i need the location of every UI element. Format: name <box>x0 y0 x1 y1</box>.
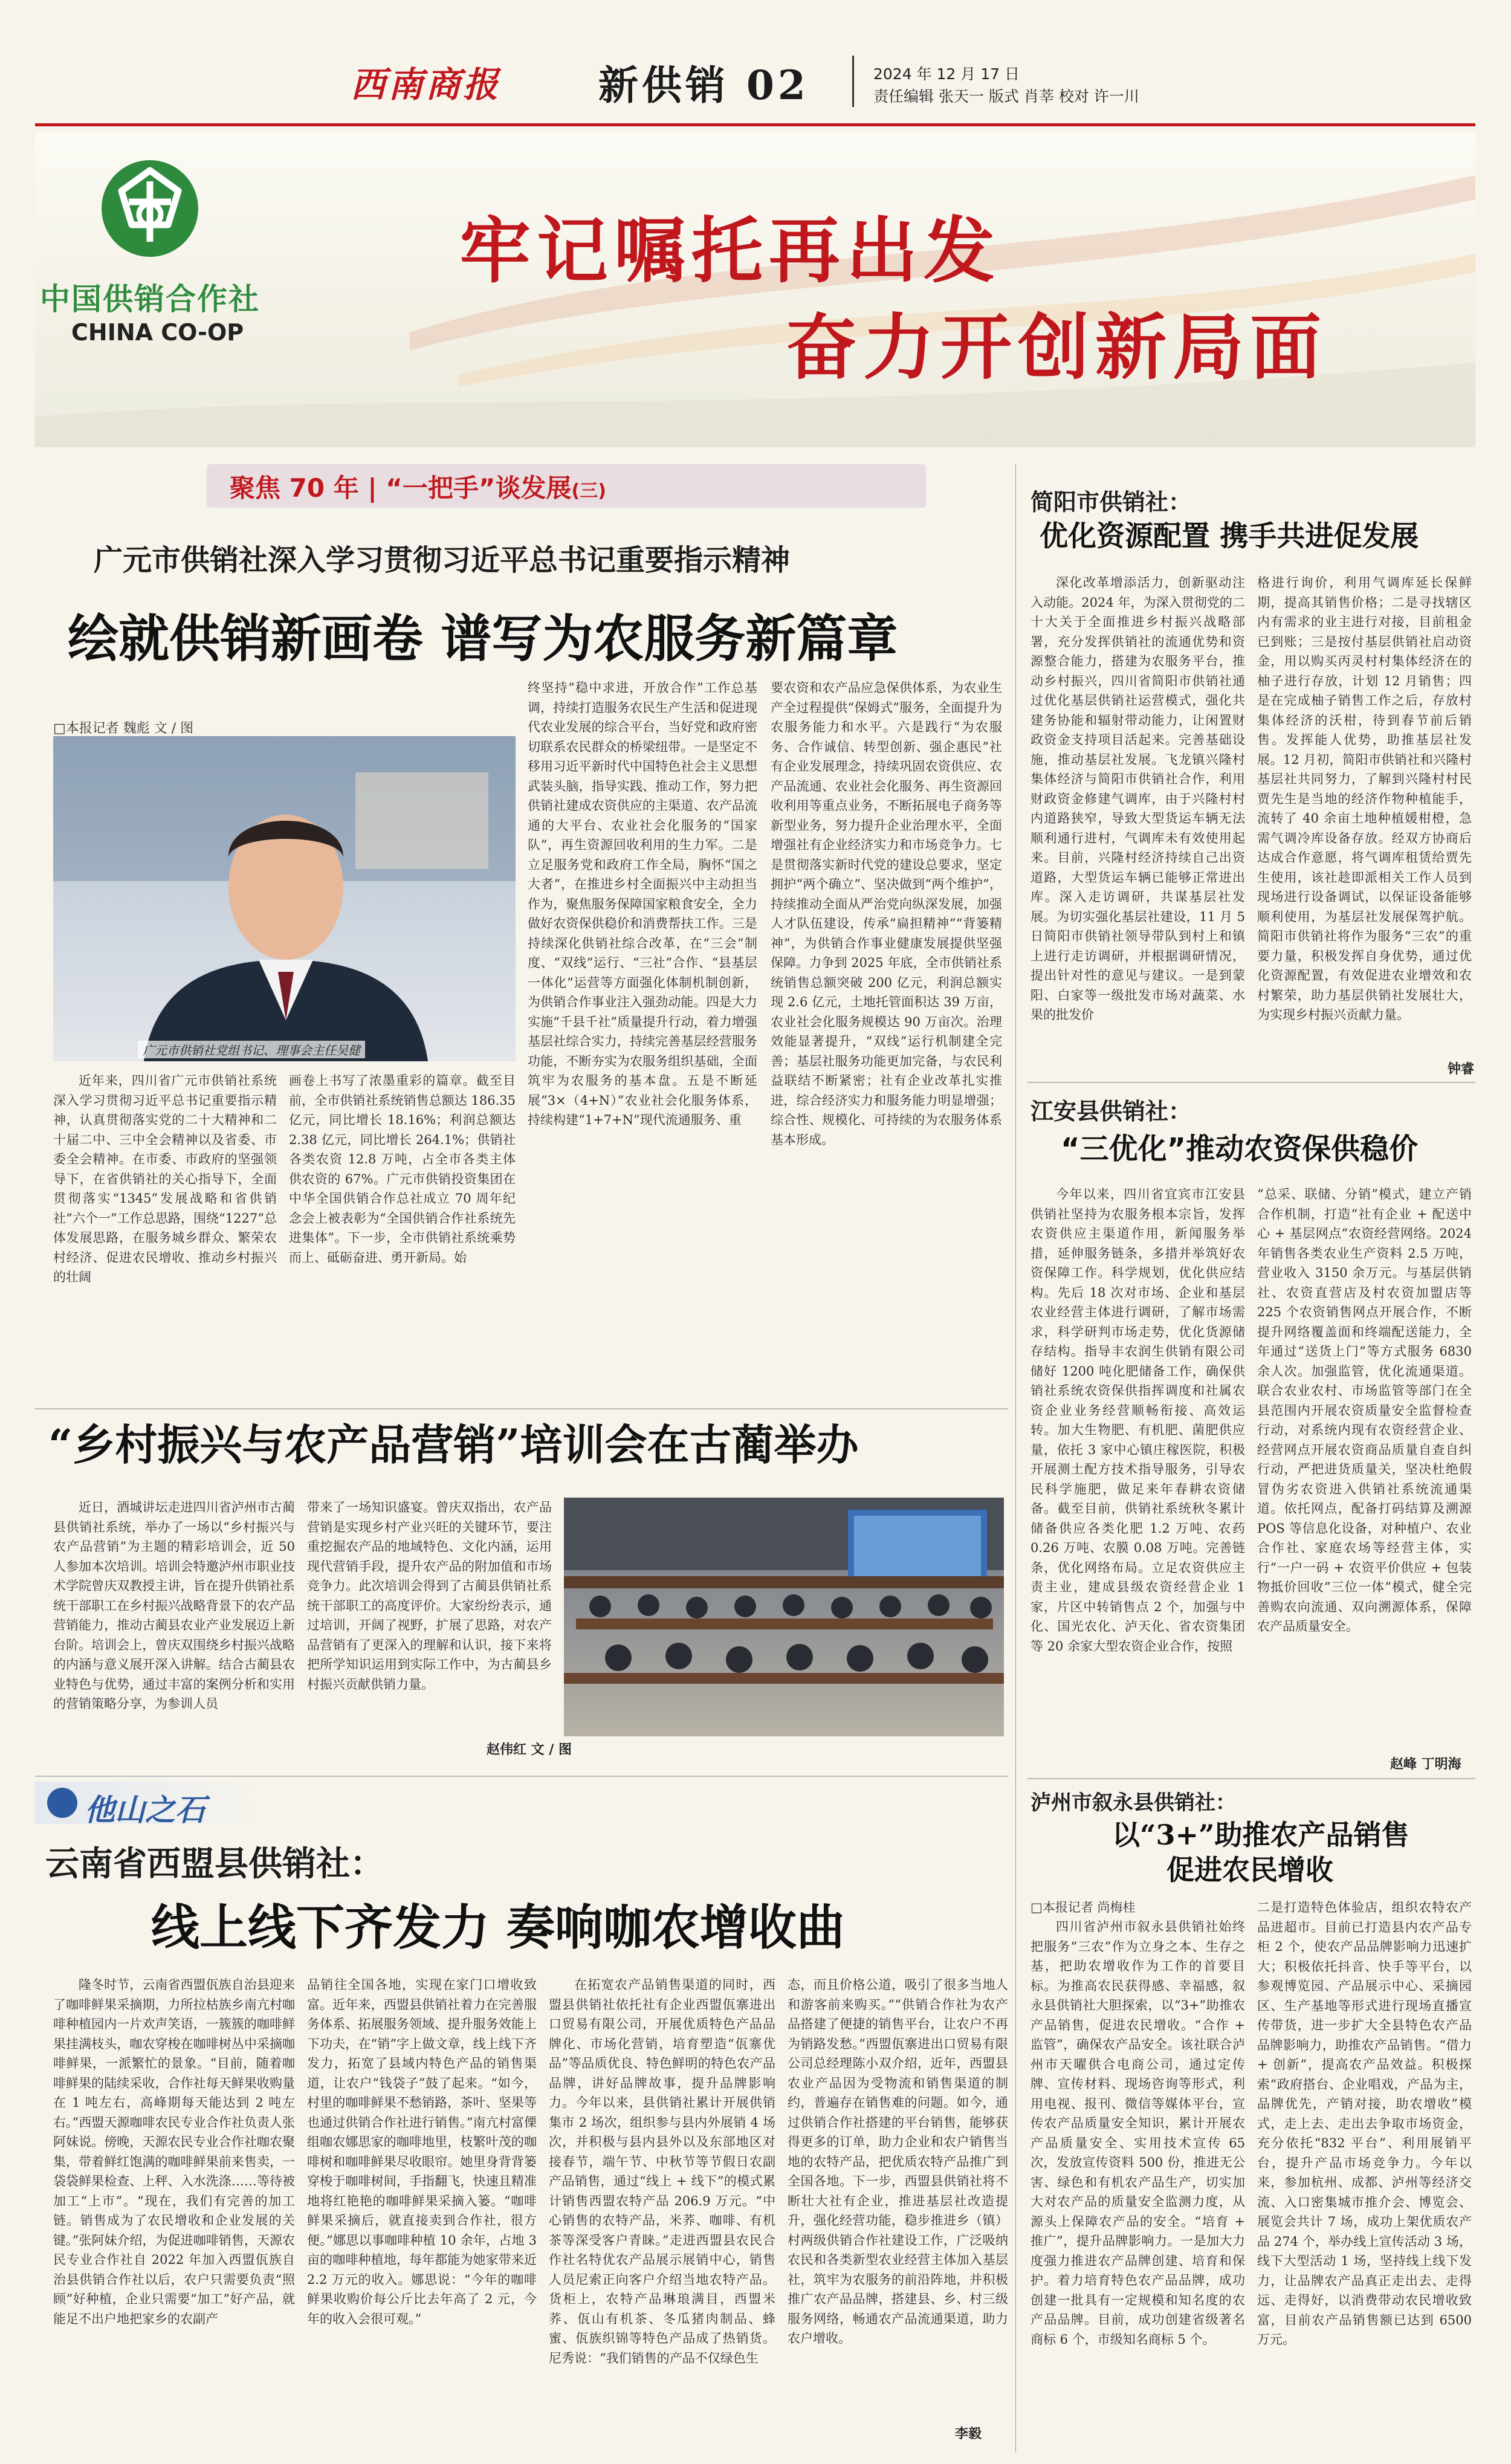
paper-name: 西南商报 <box>351 64 501 105</box>
jianyang-col-2 <box>1257 573 1472 1056</box>
column-tag: 他山之石 <box>85 1793 205 1828</box>
training-col-b <box>307 1498 552 1751</box>
yunnan-col-1 <box>53 1975 295 2440</box>
china-coop-logo-icon <box>99 157 201 260</box>
feature-col-d-text: 要农资和农产品应急保供体系，为农业生产全过程提供“保姆式”服务，全面提升为农服务能力和水平。六是践行“为农服务、合作诚信、转型创新、强企惠民”社有企业发展理念，持续巩固农资供应、农产品流通、农业社会化服务、再生资源回收利用等重点业务，不断拓展电子商务等新型业务，努力提升企业治理水平，全面增强社有企业经济实力和市场竞争力。七是贯彻落实新时代党的建设总要求，坚定拥护“两个确立”、坚决做到“两个维护”，持续推动全面从严治党向纵深发展，加强人才队伍建设，传承“扁担精神”“背篓精神”，为供销合作事业健康发展提供坚强保障。力争到 2025 年底，全市供销社系统销售总额突破 200 亿元，利润总额实现 2.6 亿元，土地托管面积达 39 万亩，农业社会化服务规模达 90 万亩次。治理效能显著提升，“双线”运行机制建全完善；基层社服务功能更加完备，与农民利益联结不断紧密；社有企业改革扎实推进，综合经济实力和服务能力明显增强；综合性、规模化、可持续的为农服务体系基本形成。 <box>771 681 1002 1147</box>
column-tag-icon <box>47 1788 77 1818</box>
jianyang-col-2-text: 格进行询价，利用气调库延长保鲜期，提高其销售价格；二是寻找辖区内有需求的业主进行对接，目前租金已到账；三是按付基层供销社启动资金，用以购买丙灵村村集体经济在的柚子进行存放，计划 12 月销售；四是在完成柚子销售工作之后，存放村集体经济的沃柑，待到春节前后销售。发挥能人优势，助推基层社发展。12 月初，简阳市供销社和兴隆村基层社共同努力，了解到兴隆村村民贾先生是当地的经济作物种植能手，流转了 40 余亩土地种植媛柑橙，急需气调冷库设备存放。经双方协商后达成合作意愿，将气调库租赁给贾先生使用，该社趁即派相关工作人员到现场进行设备调试，以保证设备能够顺利使用，为基层社发展保驾护航。简阳市供销社将作为服务“三农”的重要力量，积极发挥自身优势，通过优化资源配置，有效促进农业增效和农村繁荣，助力基层供销社发展壮大，为实现乡村振兴贡献力量。 <box>1257 575 1472 1022</box>
xuyong-kicker: 泸州市叙永县供销社： <box>1031 1791 1236 1815</box>
feature-col-mid <box>289 1071 516 1397</box>
training-rule <box>35 1408 1008 1409</box>
banner-headline-2: 奋力开创新局面 <box>786 306 1328 389</box>
xuyong-rule <box>1027 1778 1475 1779</box>
training-title: “乡村振兴与农产品营销”培训会在古蔺举办 <box>48 1420 859 1470</box>
jiangan-col-2 <box>1257 1185 1472 1753</box>
yunnan-col-3-text: 在拓宽农产品销售渠道的同时，西盟县供销社依托社有企业西盟佤寨进出口贸易有限公司，开展优质特色产品品牌化、市场化营销，培育塑造“佤寨优品”等品质优良、特色鲜明的特色农产品品牌，讲好品牌故事，提升品牌影响力。今年以来，县供销社累计开展供销集市 2 场次，组织参与县内外展销 4 场次，并积极与县内县外以及东部地区对接春节，端午节、中秋节等节假日农副产品销售，通过“线上 + 线下”的模式累计销售西盟农特产品 206.9 万元。“中心销售的农特产品，米荞、咖啡、有机茶等深受客户青睐。”走进西盟县农民合作社名特优农产品展示展销中心，销售人员尼索正向客户介绍当地农特产品。货柜上，农特产品琳琅满目，西盟米荞、佤山有机茶、冬瓜猪肉制品、蜂蜜、佤族织锦等特色产品成了热销货。尼秀说：“我们销售的产品不仅绿色生 <box>549 1977 775 2365</box>
feature-kicker <box>230 468 606 505</box>
jianyang-byline: 钟睿 <box>1448 1061 1475 1077</box>
feature-col-c <box>528 678 757 1397</box>
feature-col-mid-text: 画卷上书写了浓墨重彩的篇章。截至目前，全市供销社系统销售总额达 186.35 亿元，同比增长 18.16%；利润总额达 2.38 亿元，同比增长 264.1%；供销社各类农资 12.8 万吨，占全市各类主体供农资的 67%。广元市供销投资集团在中华全国供销合作总社成立 70 周年纪念会上被表彰为“全国供销合作社系统先进集体”。下一步，全市供销社系统乘势而上、砥砺奋进、勇开新局。始 <box>289 1073 516 1265</box>
logo-cn-name: 中国供销合作社 <box>40 282 260 317</box>
feature-col-left-text: 近年来，四川省广元市供销社系统深入学习贯彻习近平总书记重要指示精神，认真贯彻落实党的二十大精神和二十届二中、三中全会精神以及省委、市委全会精神。在市委、市政府的坚强领导下，在省供销社的关心指导下，全面贯彻落实“1345”发展战略和省供销社“六个一”工作总思路，围绕“1227”总体发展思路，在服务城乡群众、繁荣农村经济、促进农民增收、推动乡村振兴的壮阔 <box>53 1073 277 1284</box>
feature-col-c-text: 终坚持“稳中求进，开放合作”工作总基调，持续打造服务农民生产生活和促进现代农业发展的综合平台，当好党和政府密切联系农民群众的桥梁纽带。一是坚定不移用习近平新时代中国特色社会主义思想武装头脑，指导实践、推动工作，努力把供销社建成农资供应的主渠道、农产品流通的大平台、农业社会化服务的“国家队”，再生资源回收利用的生力军。二是立足服务党和政府工作全局，胸怀“国之大者”，在推进乡村全面振兴中主动担当作为，聚焦服务保障国家粮食安全，全力做好农资保供稳价和消费帮扶工作。三是持续深化供销社综合改革，在“三会”制度、“双线”运行、“三社”合作、“县基层一体化”运营等方面强化体制机制创新，为供销合作事业注入强劲动能。四是大力实施“千县千社”质量提升行动，着力增强基层社综合实力，持续完善基层经营服务功能，不断夯实为农服务组织基础，全面筑牢为农服务的基本盘。五是不断延展“3×（4+N）”农业社会化服务体系，持续构建“1+7+N”现代流通服务、重 <box>528 681 757 1127</box>
jiangan-kicker: 江安县供销社： <box>1031 1098 1192 1125</box>
yunnan-title: 线上线下齐发力 奏响咖农增收曲 <box>151 1899 845 1956</box>
xuyong-title-2: 促进农民增收 <box>1166 1854 1333 1886</box>
portrait-figure <box>53 736 516 1061</box>
jiangan-col-1-text: 今年以来，四川省宜宾市江安县供销社坚持为农服务根本宗旨，发挥农资供应主渠道作用，新闻服务举措，延伸服务链条，多措并举筑好农资保障工作。科学规划，优化供应结构。先后 18 次对市场、企业和基层农业经营主体进行调研，了解市场需求，科学研判市场走势，优化货源储存结构。指导丰农润生供销有限公司储好 1200 吨化肥储备工作，确保供销社系统农资保供指挥调度和社属农资企业业务经营顺畅衔接、高效运转。加大生物肥、有机肥、菌肥供应量，依托 3 家中心镇庄稼医院，积极开展测土配方技术指导服务，引导农民科学施肥，做足来年春耕农资储备。截至目前，供销社系统秋冬累计储备供应各类化肥 1.2 万吨、农药 0.26 万吨、农膜 0.08 万吨。完善链条，优化网络布局。立足农资供应主责主业，建成县级农资经营企业 1 家，片区中转销售点 2 个，加强与中化、国光农化、泸天化、省农资集团等 20 余家大型农资企业合作，按照 <box>1031 1187 1245 1654</box>
jiangan-title: “三优化”推动农资保供稳价 <box>1061 1132 1419 1166</box>
jianyang-col-1-text: 深化改革增添活力，创新驱动注入动能。2024 年，为深入贯彻党的二十大关于全面推进乡村振兴战略部署，充分发挥供销社的流通优势和资源整合能力，搭建为农服务平台，推动乡村振兴，四川省简阳市供销社通过优化基层供销社运营模式，强化共建务协能和辐射带动能力，让闲置财政资金支持项目活起来。完善基础设施，推动基层社发展。飞龙镇兴隆村集体经济与简阳市供销社合作，利用财政资金修建气调库，由于兴隆村村内道路狭窄，导致大型货运车辆无法顺利通行进村，气调库未有效使用起来。目前，兴隆村经济持续自己出资道路，大型货运车辆已能够正常进出库。深入走访调研，共谋基层社发展。为切实强化基层社建设，11 月 5 日简阳市供销社领导带队到村上和镇上进行走访调研，并根据调研情况，提出针对性的意见与建议。一是到蒙阳、白家等一级批发市场对蔬菜、水果的批发价 <box>1031 575 1245 1022</box>
training-byline: 赵伟红 文 / 图 <box>487 1742 572 1757</box>
training-scene <box>564 1498 1004 1736</box>
xuyong-col-2 <box>1257 1898 1472 2442</box>
yunnan-col-1-text: 隆冬时节，云南省西盟佤族自治县迎来了咖啡鲜果采摘期，力所拉枯族乡南亢村咖啡种植园内一片欢声笑语，一簇簇的咖啡鲜果挂满枝头，咖农穿梭在咖啡树丛中采摘咖啡鲜果，一派繁忙的景象。“目前，随着咖啡鲜果的陆续采收，合作社每天鲜果收购量在 1 吨左右，高峰期每天能达到 2 吨左右。”西盟天源咖啡农民专业合作社负责人张阿妹说。傍晚，天源农民专业合作社咖农聚集，带着鲜红饱满的咖啡鲜果前来售卖，一袋袋鲜果检查、上秤、入水洗涤……等待被加工“上市”。“现在，我们有完善的加工链。销售成为了农民增收和企业发展的关键。”张阿妹介绍，为促进咖啡销售，天源农民专业合作社自 2022 年加入西盟佤族自治县供销合作社以后，农户只需要负责“照顾”好种植，企业只需要“加工”好产品，就能足不出户地把家乡的农副产 <box>53 1977 295 2326</box>
editor-credits: 责任编辑 张天一 版式 肖莘 校对 许一川 <box>873 88 1139 105</box>
yunnan-byline: 李毅 <box>955 2426 982 2442</box>
jianyang-kicker: 简阳市供销社： <box>1031 489 1192 516</box>
logo-en-name: CHINA CO-OP <box>71 319 244 346</box>
banner-headline-1: 牢记嘱托再出发 <box>459 209 1001 293</box>
masthead-divider <box>852 56 854 107</box>
issue-date: 2024 年 12 月 17 日 <box>873 65 1020 83</box>
yunnan-col-3 <box>549 1975 775 2440</box>
training-col-a <box>53 1498 295 1751</box>
feature-kicker-text: 聚焦 70 年 | “一把手”谈发展 <box>230 473 572 503</box>
yunnan-col-2-text: 品销往全国各地，实现在家门口增收致富。近年来，西盟县供销社着力在完善服务体系、拓展服务领域、提升服务效能上下功夫，在“销”字上做文章，线上线下齐发力，拓宽了县域内特色产品的销售渠道，让农户“钱袋子”鼓了起来。“如今，村里的咖啡鲜果不愁销路，茶叶、坚果等也通过供销合作社进行销售。”南亢村富傈组咖农娜思家的咖啡地里，枝繁叶茂的咖啡树和咖啡鲜果尽收眼帘。她里身背背篓穿梭于咖啡树间，手指翻飞，快速且精准地将红艳艳的咖啡鲜果采摘入篓。“咖啡鲜果采摘后，就直接卖到合作社，很方便。”娜思以事咖啡种植 10 余年，占地 3 亩的咖啡种植地，每年都能为她家带来近 2.2 万元的收入。娜思说：“今年的咖啡鲜果收购价每公斤比去年高了 2 元，今年的收入会很可观。” <box>307 1977 537 2326</box>
xuyong-col-2-text: 二是打造特色体验店，组织农特农产品进超市。目前已打造县内农产品专柜 2 个，使农产品品牌影响力迅速扩大；积极依托抖音、快手等平台，以参观博览园、产品展示中心、采摘园区、生产基地等形式进行现场直播宣传带货，进一步扩大全县特色农产品品牌影响力，助推农产品销售。“借力 + 创新”，提高农产品效益。积极探索“政府搭台、企业唱戏，产品为主，品牌优先，产销对接，助农增收”模式，走上去、走出去争取市场资金，充分依托“832 平台”、利用展销平台，提升产品市场竞争力。今年以来，参加杭州、成都、泸州等经济交流、入口密集城市推介会、博览会、展览会共计 7 场，成功上架优质农产品 274 个，举办线上宣传活动 3 场，线下大型活动 1 场，坚持线上线下发力，让品牌农产品真正走出去、走得远、走得好，以消费带动农民增收致富，目前农产品销售额已达到 6500 万元。 <box>1257 1900 1472 2347</box>
section-title: 新供销 02 <box>598 62 809 109</box>
feature-title: 绘就供销新画卷 谱写为农服务新篇章 <box>68 609 898 668</box>
xuyong-byline: □本报记者 尚梅桂 <box>1031 1900 1136 1915</box>
training-photo <box>564 1498 1004 1736</box>
feature-subtitle: 广元市供销社深入学习贯彻习近平总书记重要指示精神 <box>94 543 791 577</box>
column-tag-rule <box>35 1776 1008 1777</box>
column-divider <box>1015 464 1016 2453</box>
yunnan-col-4 <box>788 1975 1008 2422</box>
masthead-rule <box>35 123 1475 126</box>
xuyong-col-1-text: 四川省泸州市叙永县供销社始终把服务“三农”作为立身之本、生存之基，把助农增收作为工作的首要目标。为推高农民获得感、幸福感，叙永县供销社大胆探索，以“3+”助推农产品销售，促进农民增收。“合作 + 监管”，确保农产品安全。该社联合泸州市天曜供合电商公司，通过定传牌、宣传材料、现场咨询等形式，利用电视、报刊、微信等媒体平台，宣传农产品质量安全知识，累计开展农产品质量安全、实用技术宣传 65 次，发放宣传资料 500 份，推进无公害、绿色和有机农产品生产，切实加大对农产品的质量安全监测力度，从源头上保障农产品的安全。“培育 + 推广”，提升品牌影响力。一是加大力度强力推进农产品牌创建、培育和保护。着力培育特色农产品品牌，成功创建一批具有一定规模和知名度的农产品品牌。目前，成功创建省级著名商标 6 个，市级知名商标 5 个。 <box>1031 1919 1245 2347</box>
jianyang-title: 优化资源配置 携手共进促发展 <box>1040 520 1419 553</box>
feature-col-d <box>771 678 1002 1397</box>
portrait-caption: 广元市供销社党组书记、理事会主任吴健 <box>138 1041 365 1058</box>
yunnan-col-4-text: 态，而且价格公道，吸引了很多当地人和游客前来购买。”“供销合作社为农产品搭建了便捷的销售平台，让农户不再为销路发愁。”西盟佤寨进出口贸易有限公司总经理陈小双介绍，近年，西盟县农业产品因为受物流和销售渠道的制约，普遍存在销售难的问题。如今，通过供销合作社搭建的平台销售，能够获得更多的订单，助力企业和农户销售当地的农特产品，把优质农特产品推广到全国各地。下一步，西盟县供销社将不断壮大社有企业，推进基层社改造提升，强化经营功能，稳步推进乡（镇）村两级供销合作社建设工作，广泛吸纳农民和各类新型农业经营主体加入基层社，筑牢为农服务的前沿阵地，并积极推广农产品品牌，搭建县、乡、村三级服务网络，畅通农产品流通渠道，助力农户增收。 <box>788 1977 1008 2346</box>
xuyong-title-1: 以“3+”助推农产品销售 <box>1112 1819 1409 1851</box>
jiangan-col-1 <box>1031 1185 1245 1771</box>
jiangan-rule <box>1027 1082 1475 1083</box>
portrait-photo <box>53 736 516 1061</box>
yunnan-col-2 <box>307 1975 537 2440</box>
jianyang-col-1 <box>1031 573 1245 1075</box>
feature-byline: □本报记者 魏彪 文 / 图 <box>53 721 194 736</box>
xuyong-col-1 <box>1031 1917 1245 2443</box>
jiangan-byline: 赵峰 丁明海 <box>1390 1756 1461 1772</box>
training-col-a-text: 近日，酒城讲坛走进四川省泸州市古蔺县供销社系统，举办了一场以“乡村振兴与农产品营销”为主题的精彩培训会，近 50 人参加本次培训。培训会特邀泸州市职业技术学院曾庆双教授主讲，旨在提升供销社系统干部职工在乡村振兴战略背景下的农产品营销能力，推动古蔺县农业产业发展迈上新台阶。培训会上，曾庆双围绕乡村振兴战略的内涵与意义展开深入讲解。结合古蔺县农业特色与优势，通过丰富的案例分析和实用的营销策略分享，为参训人员 <box>53 1500 295 1711</box>
feature-kicker-number: (三) <box>571 480 606 502</box>
feature-col-left <box>53 1071 277 1397</box>
jiangan-col-2-text: “总采、联储、分销”模式，建立产销合作机制，打造“社有企业 + 配送中心 + 基层网点”农资经营网络。2024 年销售各类农业生产资料 2.5 万吨，营业收入 3150 余万元。与基层供销社、农资直营店及村农资加盟店等 225 个农资销售网点开展合作，不断提升网络覆盖面和终端配送能力，全年通过“送货上门”等方式服务 6830 余人次。加强监管，优化流通渠道。联合农业农村、市场监管等部门在全县范围内开展农资质量安全监督检查行动，对系统内现有农资经营企业、经营网点开展农资商品质量自查自纠行动，严把进货质量关，坚决杜绝假冒伪劣农资进入供销社系统流通渠道。依托网点，配备打码结算及溯源 POS 等信息化设备，对种植户、农业合作社、家庭农场等经营主体，实行“一户一码 + 农资平价供应 + 包装物抵价回收”三位一体”模式，健全完善购农向流通、双向溯源体系，保障农产品质量安全。 <box>1257 1187 1472 1634</box>
training-col-b-text: 带来了一场知识盛宴。曾庆双指出，农产品营销是实现乡村产业兴旺的关键环节，要注重挖掘农产品的地域特色、文化内涵，运用现代营销手段，提升农产品的附加值和市场竞争力。此次培训会得到了古蔺县供销社系统干部职工的高度评价。大家纷纷表示，通过培训，开阔了视野，扩展了思路，对农产品营销有了更深入的理解和认识，接下来将把所学知识运用到实际工作中，为古蔺县乡村振兴贡献供销力量。 <box>307 1500 552 1692</box>
yunnan-subtitle: 云南省西盟县供销社： <box>45 1845 384 1884</box>
